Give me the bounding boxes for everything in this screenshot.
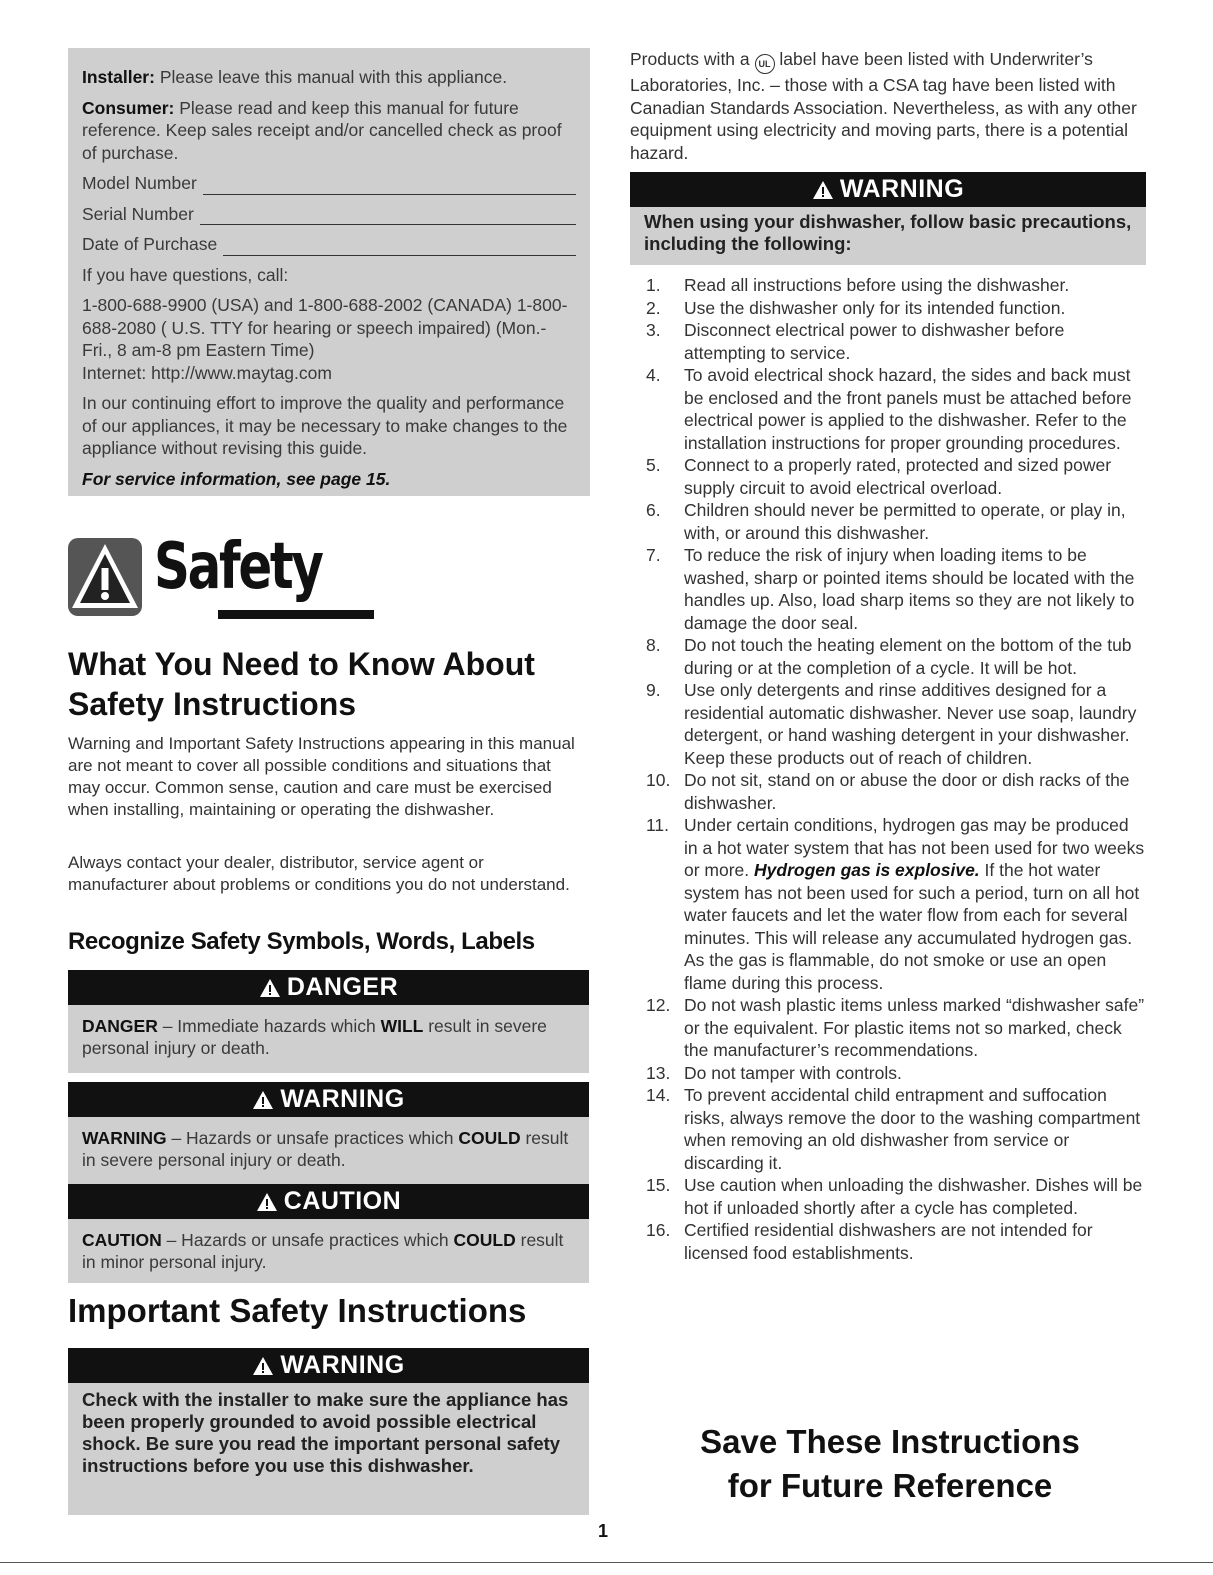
warning-description: WARNING – Hazards or unsafe practices which COULD result in severe personal injury or death. — [68, 1117, 589, 1185]
list-item: 4. To avoid electrical shock hazard, the sides and back must be enclosed and the front panels must be attached before electrical power is applied to the dishwasher. Refer to the installation instructions for proper grounding procedures. — [646, 365, 1132, 453]
list-item: 1. Read all instructions before using the dishwasher. — [646, 275, 1070, 295]
date-of-purchase-field[interactable]: Date of Purchase — [82, 233, 576, 256]
caution-header: CAUTION — [68, 1184, 589, 1219]
warning-header: WARNING — [630, 172, 1146, 207]
alert-triangle-icon — [259, 978, 281, 998]
warning-header: WARNING — [68, 1082, 589, 1117]
intro-paragraph: Warning and Important Safety Instructions appearing in this manual are not meant to cover all possible conditions and situations that may occur. Common sense, caution and care must be exercised when installing, maintaining or operating the dishwasher. — [68, 734, 575, 819]
list-item: 11. Under certain conditions, hydrogen gas may be produced in a hot water system that has not been used for two weeks or more. Hydrogen gas is explosive. If the hot water system has not been used for such a period, turn on all hot water faucets and let the water flow from each for several minutes. This will release any accumulated hydrogen gas. As the gas is flammable, do not smoke or use an open flame during this process. — [646, 815, 1145, 993]
list-item: 9. Use only detergents and rinse additives designed for a residential automatic dishwasher. Never use soap, laundry detergent, or hand washing detergent in your dishwasher. Keep these products out of reach of children. — [646, 680, 1137, 768]
caution-signal-box — [68, 1184, 589, 1283]
alert-triangle-icon — [252, 1090, 274, 1110]
list-item: 7. To reduce the risk of injury when loading items to be washed, sharp or pointed items should be located with the handles up. Also, load sharp items so they are not likely to damage the door seal. — [646, 545, 1135, 633]
questions-text: If you have questions, call: — [82, 264, 289, 285]
grounding-warning-text: Check with the installer to make sure the appliance has been properly grounded to avoid possible electrical shock. Be sure you read the important personal safety instructions before you use this dishwasher. — [68, 1383, 589, 1515]
owner-info-box — [68, 48, 590, 496]
list-item: 6. Children should never be permitted to operate, or play in, with, or around this dishwasher. — [646, 500, 1126, 543]
list-item: 16. Certified residential dishwashers are not intended for licensed food establishments. — [646, 1220, 1093, 1263]
list-item: 2. Use the dishwasher only for its intended function. — [646, 297, 1066, 318]
list-item: 13. Do not tamper with controls. — [646, 1062, 902, 1083]
section-title-important-safety: Important Safety Instructions — [68, 1292, 527, 1329]
list-item: 14. To prevent accidental child entrapment and suffocation risks, always remove the door to the washing compartment when removing an old dishwasher from service or discarding it. — [646, 1085, 1141, 1173]
list-item: 10. Do not sit, stand on or abuse the door or dish racks of the dishwasher. — [646, 770, 1130, 813]
safety-rules-list — [630, 274, 1145, 1264]
safety-section-logo — [68, 530, 328, 620]
listing-intro-paragraph: Products with a UL label have been listed with Underwriter’s Laboratories, Inc. – those with a CSA tag have been listed with Canadian Standards Association. Nevertheless, as with any other equipment using electricity and moving parts, there is a potential hazard. — [630, 49, 1137, 163]
danger-description: DANGER – Immediate hazards which WILL result in severe personal injury or death. — [68, 1005, 589, 1073]
list-item: 3. Disconnect electrical power to dishwasher before attempting to service. — [646, 320, 1065, 363]
save-instructions-heading: Save These Instructions for Future Reference — [700, 1423, 1080, 1504]
caution-description: CAUTION – Hazards or unsafe practices which COULD result in minor personal injury. — [68, 1219, 589, 1283]
list-item: 12. Do not wash plastic items unless marked “dishwasher safe” or the equivalent. For plastic items not so marked, check the manufacturer’s recommendations. — [646, 995, 1145, 1060]
danger-signal-box — [68, 970, 589, 1073]
improvement-note: In our continuing effort to improve the quality and performance of our appliances, it may be necessary to make changes to the appliance without revising this guide. — [82, 393, 568, 458]
contact-paragraph: Always contact your dealer, distributor, service agent or manufacturer about problems or conditions you do not understand. — [68, 853, 570, 894]
page-number: 1 — [598, 1521, 609, 1541]
warning-shield-icon — [68, 538, 142, 616]
list-item: 8. Do not touch the heating element on the bottom of the tub during or at the completion of a cycle. It will be hot. — [646, 635, 1132, 678]
warning-header: WARNING — [68, 1348, 589, 1383]
service-info-note: For service information, see page 15. — [82, 468, 391, 489]
list-item: 5. Connect to a properly rated, protected and sized power supply circuit to avoid electrical overload. — [646, 455, 1112, 498]
internet-link[interactable]: Internet: http://www.maytag.com — [82, 362, 332, 383]
alert-triangle-icon — [252, 1356, 274, 1376]
section-title-need-to-know: What You Need to Know About Safety Instructions — [68, 646, 535, 722]
precautions-warning-text: When using your dishwasher, follow basic precautions, including the following: — [630, 207, 1146, 265]
installer-note: Installer: Please leave this manual with this appliance. — [82, 67, 508, 87]
list-item: 15. Use caution when unloading the dishwasher. Dishes will be hot if unloaded shortly after a cycle has completed. — [646, 1175, 1143, 1218]
grounding-warning-box — [68, 1348, 589, 1515]
alert-triangle-icon — [256, 1192, 278, 1212]
serial-number-field[interactable]: Serial Number — [82, 203, 576, 226]
safety-underline — [218, 610, 374, 619]
ul-listed-icon: UL — [755, 54, 775, 74]
safety-heading: Safety — [154, 530, 322, 604]
model-number-field[interactable]: Model Number — [82, 172, 576, 195]
phone-numbers: 1-800-688-9900 (USA) and 1-800-688-2002 (CANADA) 1-800-688-2080 ( U.S. TTY for hearing or speech impaired) (Mon.-Fri., 8 am-8 pm Eastern Time) — [82, 295, 568, 360]
alert-triangle-icon — [812, 180, 834, 200]
precautions-warning-box — [630, 172, 1146, 265]
subsection-title-symbols: Recognize Safety Symbols, Words, Labels — [68, 928, 535, 955]
danger-header: DANGER — [68, 970, 589, 1005]
warning-signal-box — [68, 1082, 589, 1185]
consumer-note: Consumer: Please read and keep this manual for future reference. Keep sales receipt and/or cancelled check as proof of purchase. — [82, 97, 562, 163]
page-bottom-rule — [0, 1562, 1213, 1563]
